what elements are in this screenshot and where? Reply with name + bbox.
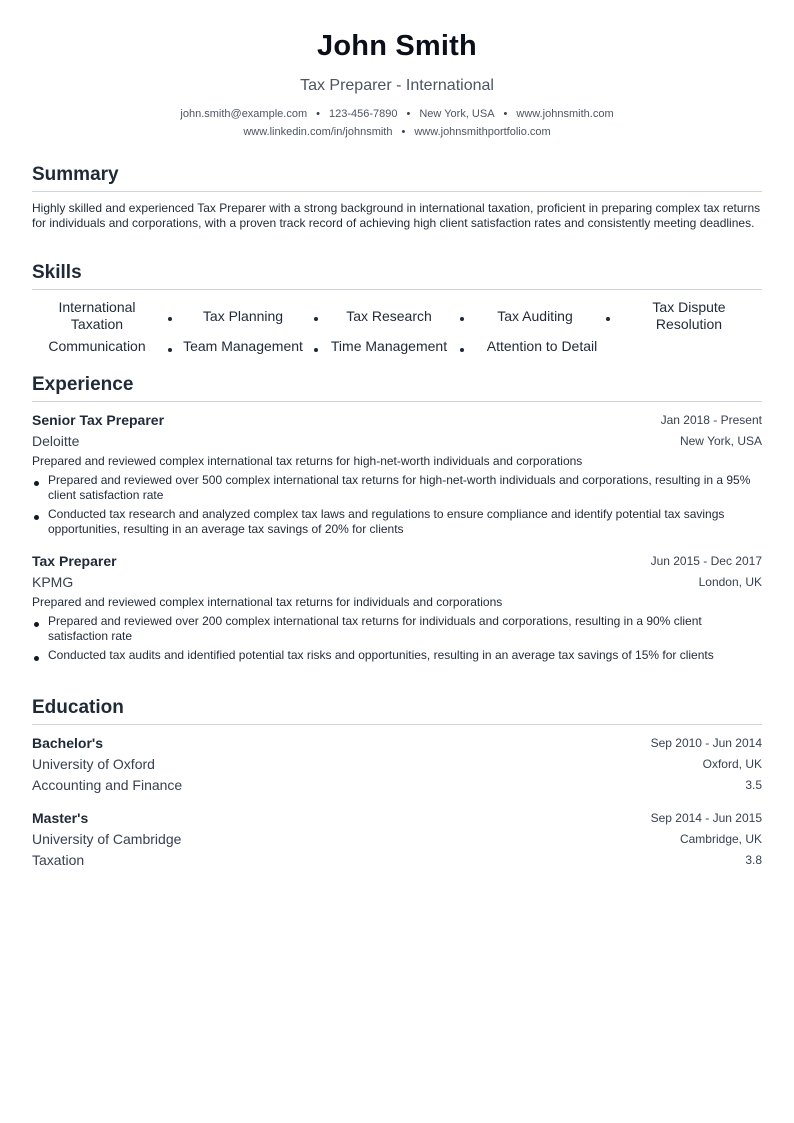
skill-item: Communication (48, 338, 146, 354)
job-dates: Jun 2015 - Dec 2017 (650, 554, 762, 568)
separator-dot: • (316, 108, 320, 120)
candidate-title: Tax Preparer - International (300, 77, 494, 94)
bullet-icon (34, 515, 39, 520)
skill-separator (606, 317, 610, 321)
skill-separator (168, 317, 172, 321)
edu-field: Taxation (32, 852, 85, 868)
job-bullet: Prepared and reviewed over 500 complex international tax returns for high-net-worth individuals and corporations, resulting in a 95% client satisfaction rate (48, 473, 751, 502)
job-description: Prepared and reviewed complex international tax returns for individuals and corporations (32, 595, 503, 609)
edu-dates: Sep 2014 - Jun 2015 (650, 811, 762, 825)
skill-item: Tax Planning (202, 308, 284, 324)
job-company: KPMG (32, 574, 74, 590)
edu-gpa: 3.5 (745, 778, 762, 792)
edu-school: University of Cambridge (32, 831, 182, 847)
job-bullet: Conducted tax audits and identified potential tax risks and opportunities, resulting in an average tax savings of 15% for clients (48, 648, 714, 662)
skill-item: Tax Research (346, 308, 432, 324)
job-description: Prepared and reviewed complex international tax returns for high-net-worth individuals and corporations (32, 454, 583, 468)
skill-item: Team Management (183, 338, 303, 354)
job-bullet: Prepared and reviewed over 200 complex international tax returns for individuals and corporations, resulting in a 90% client satisfaction rate (48, 614, 702, 643)
phone-text: 123-456-7890 (328, 108, 398, 120)
linkedin-link[interactable]: www.linkedin.com/in/johnsmith (243, 126, 393, 138)
summary-text: Highly skilled and experienced Tax Preparer with a strong background in international taxation, proficient in preparing complex tax returns for individuals and corporations, with a proven track record of achieving high client satisfaction rates and consistently meeting deadlines. (32, 201, 761, 230)
separator-dot: • (503, 108, 508, 120)
edu-location: Oxford, UK (702, 757, 762, 771)
contact-row-2 (32, 126, 762, 138)
skill-separator (460, 317, 464, 321)
skill-separator (460, 348, 464, 352)
edu-school: University of Oxford (32, 756, 155, 772)
edu-degree: Bachelor's (32, 735, 104, 751)
bullet-icon (34, 622, 39, 627)
candidate-name: John Smith (317, 30, 477, 62)
edu-gpa: 3.8 (745, 853, 762, 867)
skills-heading: Skills (32, 262, 762, 290)
portfolio-link[interactable]: www.johnsmithportfolio.com (414, 126, 551, 138)
summary-heading: Summary (32, 164, 762, 192)
separator-dot: • (406, 108, 411, 120)
edu-location: Cambridge, UK (679, 832, 762, 846)
skill-item: Time Management (330, 338, 448, 354)
contact-row-1 (32, 108, 762, 120)
bullet-icon (34, 481, 39, 486)
skill-item: Attention to Detail (486, 338, 598, 354)
skill-separator (314, 348, 318, 352)
edu-field: Accounting and Finance (32, 777, 183, 793)
skill-separator (168, 348, 172, 352)
edu-dates: Sep 2010 - Jun 2014 (650, 736, 762, 750)
job-company: Deloitte (32, 433, 80, 449)
job-dates: Jan 2018 - Present (660, 413, 762, 427)
skill-item: International Taxation (58, 299, 136, 332)
location-text: New York, USA (419, 108, 495, 120)
bullet-icon (34, 656, 39, 661)
edu-degree: Master's (32, 810, 89, 826)
experience-heading: Experience (32, 374, 762, 402)
website-link[interactable]: www.johnsmith.com (516, 108, 614, 120)
education-heading: Education (32, 697, 762, 725)
separator-dot: • (401, 126, 406, 138)
skill-separator (314, 317, 318, 321)
email-link[interactable]: john.smith@example.com (180, 108, 308, 120)
job-location: New York, USA (679, 434, 762, 448)
job-title: Senior Tax Preparer (32, 412, 165, 428)
job-bullet: Conducted tax research and analyzed complex tax laws and regulations to ensure compliance and identify potential tax savings opportunities, resulting in an average tax savings of 20% for clients (48, 507, 725, 536)
job-title: Tax Preparer (32, 553, 117, 569)
skill-item: Tax Auditing (497, 308, 573, 324)
job-location: London, UK (698, 575, 762, 589)
skill-item: Tax Dispute Resolution (652, 299, 726, 332)
